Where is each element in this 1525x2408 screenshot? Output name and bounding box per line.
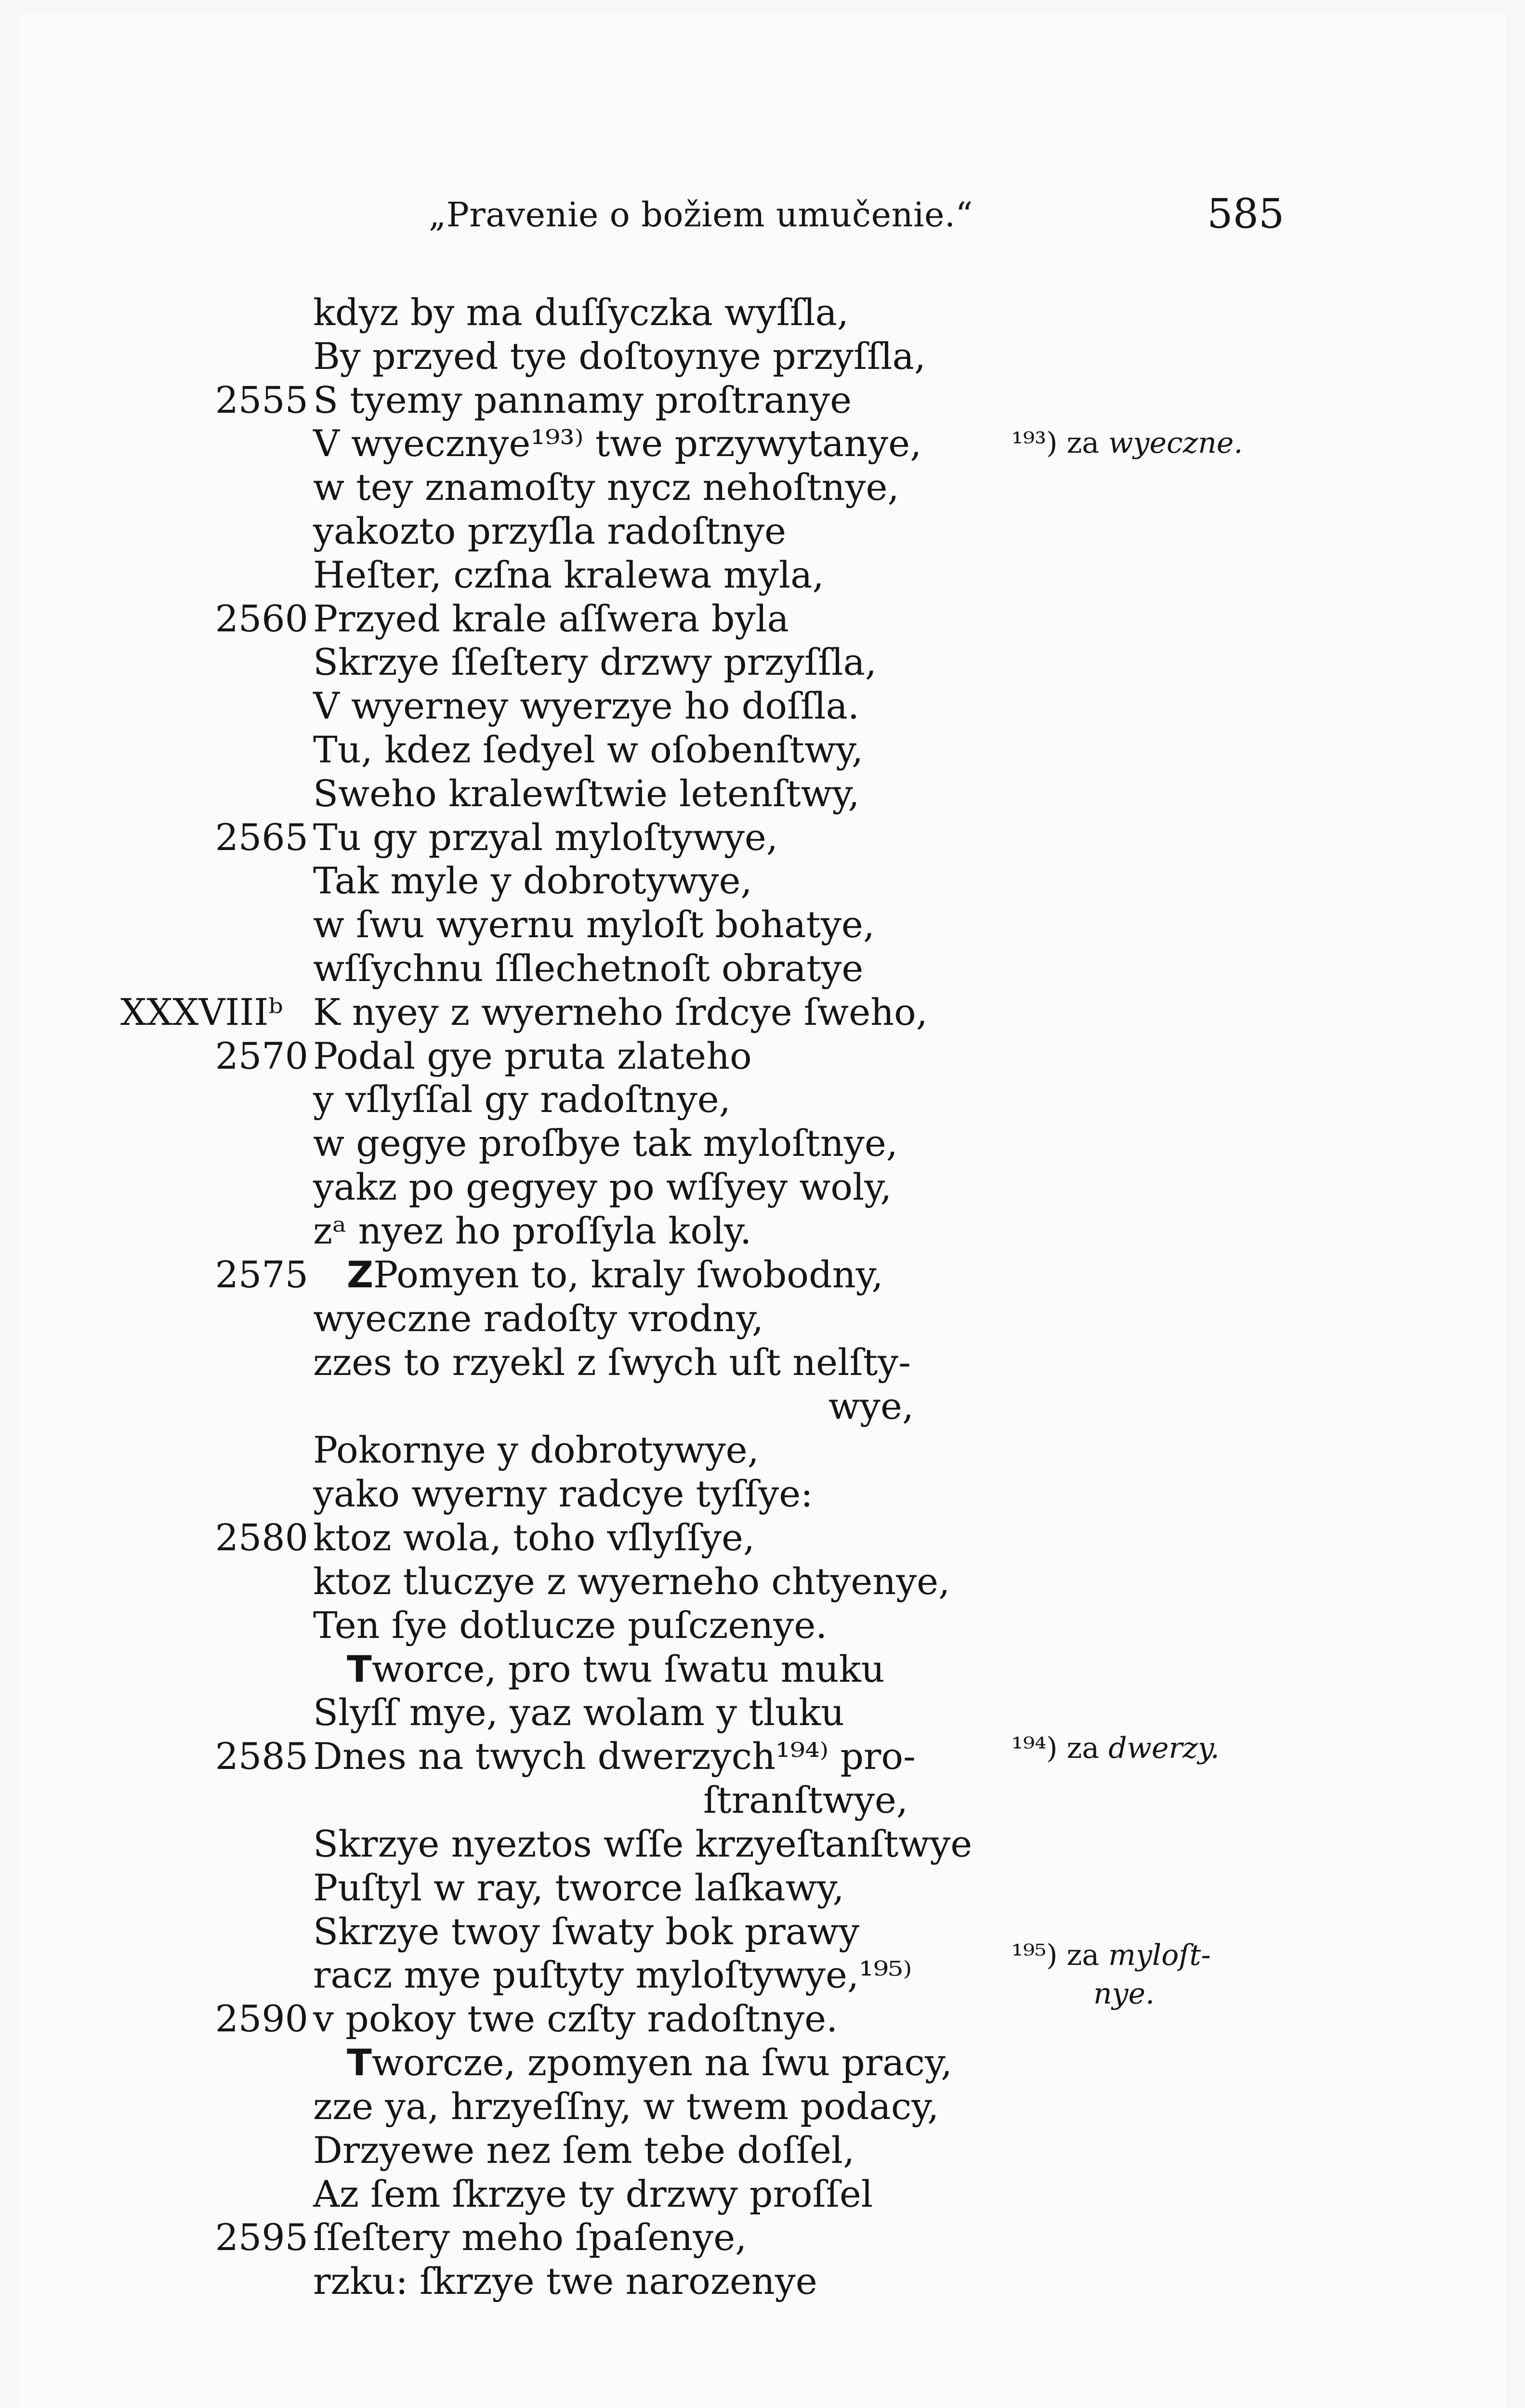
note-prefix: za [1066, 1731, 1100, 1765]
verse-line: zze ya, hrzyeſſny, w twem podacy, [313, 2085, 939, 2128]
verse-line: ſſeſtery meho ſpaſenye, [313, 2216, 747, 2259]
line-number: 2560 [215, 597, 308, 640]
verse-line: Tak myle y dobrotywye, [313, 859, 752, 902]
line-number: 2555 [215, 379, 308, 421]
line-number: 2580 [215, 1516, 308, 1559]
note-text: dwerzy. [1108, 1731, 1220, 1765]
verse-line: yako wyerny radcye tyſſye: [313, 1472, 813, 1515]
line-number: 2595 [215, 2216, 308, 2259]
verse-line: S tyemy pannamy proſtranye [313, 379, 852, 421]
verse-line: v pokoy twe czſty radoſtnye. [313, 1997, 838, 2040]
marginal-note-195-continuation [1093, 1975, 1155, 2013]
verse-line-continuation: ſtranſtwye, [703, 1779, 908, 1821]
marginal-note-194 [1012, 1729, 1220, 1767]
line-number: 2570 [215, 1034, 308, 1077]
verse-line-rest: worcze, zpomyen na ſwu pracy, [371, 2041, 952, 2084]
verse-line: Pokornye y dobrotywye, [313, 1428, 759, 1471]
verse-line [347, 1253, 883, 1297]
verse-line: rzku: ſkrzye twe narozenye [313, 2260, 817, 2303]
verse-line: Drzyewe nez ſem tebe doſſel, [313, 2129, 855, 2172]
verse-line: zᵃ nyez ho proſſyla koly. [313, 1209, 752, 1252]
verse-line: By przyed tye doſtoynye przyſſla, [313, 335, 926, 378]
verse-line-continuation: wye, [828, 1385, 914, 1427]
verse-line: Skrzye ſſeſtery drzwy przyſſla, [313, 641, 877, 683]
line-number: 2575 [215, 1253, 308, 1296]
note-prefix: za [1066, 1938, 1100, 1972]
verse-line: Sweho kralewſtwie letenſtwy, [313, 772, 860, 815]
verse-line: Slyſſ mye, yaz wolam y tluku [313, 1691, 845, 1734]
verse-line-rest: Pomyen to, kraly ſwobodny, [373, 1253, 883, 1296]
verse-line-rest: worce, pro twu ſwatu muku [371, 1648, 885, 1690]
verse-line: Skrzye nyeztos wſſe krzyeſtanſtwye [313, 1822, 973, 1865]
verse-line: kdyz by ma duſſyczka wyſſla, [313, 291, 849, 334]
verse-line: w tey znamoſty nycz nehoſtnye, [313, 466, 899, 509]
verse-line: Skrzye twoy ſwaty bok prawy [313, 1910, 860, 1953]
verse-line: K nyey z wyerneho ſrdcye ſweho, [313, 991, 928, 1034]
initial-letter: Z [347, 1253, 374, 1296]
verse-line: Tu gy przyal myloſtywye, [313, 816, 778, 859]
verse-line: wyeczne radoſty vrodny, [313, 1297, 764, 1340]
verse-line: Heſter, czſna kralewa myla, [313, 553, 824, 596]
note-text: wyeczne. [1108, 426, 1243, 460]
verse-line: Przyed krale aſſwera byla [313, 597, 789, 640]
verse-line: w gegye proſbye tak myloſtnye, [313, 1122, 898, 1165]
note-text: myloſt- [1108, 1938, 1211, 1972]
note-mark: ¹⁹⁵) [1012, 1938, 1058, 1972]
note-text: nye. [1093, 1977, 1155, 2011]
verse-line: y vſlyſſal gy radoſtnye, [313, 1078, 731, 1121]
verse-line: Az ſem ſkrzye ty drzwy proſſel [313, 2172, 873, 2215]
verse-line: yakozto przyſla radoſtnye [313, 510, 786, 552]
verse-line [347, 1647, 885, 1691]
initial-letter: T [347, 1648, 372, 1690]
verse-line: Tu, kdez ſedyel w oſobenſtwy, [313, 728, 864, 771]
running-title: „Pravenie o božiem umučenie.“ [429, 195, 973, 235]
initial-letter: T [347, 2041, 372, 2084]
verse-line: Dnes na twych dwerzych¹⁹⁴⁾ pro- [313, 1735, 916, 1778]
verse-line: Ten ſye dotlucze puſczenye. [313, 1604, 828, 1647]
verse-line: V wyerney wyerzye ho doſſla. [313, 684, 860, 727]
verse-line: Puſtyl w ray, tworce laſkawy, [313, 1866, 844, 1909]
verse-line: yakz po gegyey po wſſyey woly, [313, 1165, 892, 1208]
note-mark: ¹⁹⁴) [1012, 1731, 1058, 1765]
verse-line: Podal gye pruta zlateho [313, 1034, 752, 1077]
page-number: 585 [1207, 190, 1285, 237]
verse-line: V wyecznye¹⁹³⁾ twe przywytanye, [313, 422, 922, 465]
verse-line: ktoz wola, toho vſlyſſye, [313, 1516, 755, 1559]
folio-marker: XXXVIIIᵇ [120, 991, 283, 1034]
verse-line: w ſwu wyernu myloſt bohatye, [313, 903, 875, 946]
verse-line: racz mye puſtyty myloſtywye,¹⁹⁵⁾ [313, 1953, 912, 1996]
line-number: 2585 [215, 1735, 308, 1778]
note-prefix: za [1066, 426, 1100, 460]
marginal-note-195 [1012, 1936, 1211, 1975]
note-mark: ¹⁹³) [1012, 426, 1058, 460]
verse-line: ktoz tluczye z wyerneho chtyenye, [313, 1560, 950, 1603]
verse-line [347, 2041, 952, 2085]
verse-line: wſſychnu ſſlechetnoſt obratye [313, 947, 864, 990]
marginal-note-193 [1012, 424, 1243, 462]
line-number: 2565 [215, 816, 308, 859]
line-number: 2590 [215, 1997, 308, 2040]
verse-line: zzes to rzyekl z ſwych uſt nelſty- [313, 1341, 911, 1384]
